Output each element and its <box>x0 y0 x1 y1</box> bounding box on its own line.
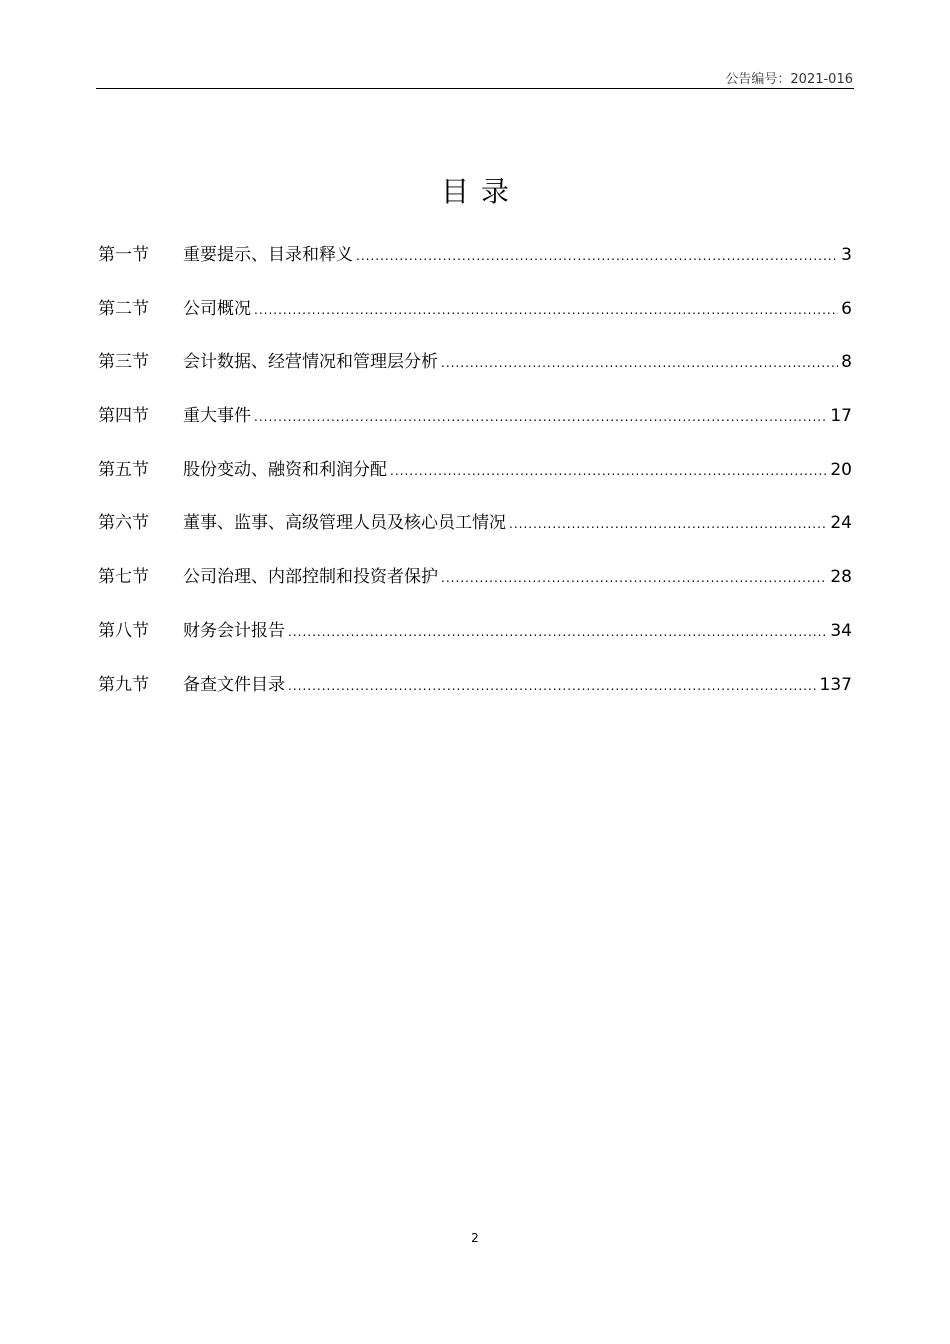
toc-page: 34 <box>830 620 852 641</box>
toc-item[interactable] <box>98 670 852 724</box>
toc-text: 财务会计报告 <box>183 620 285 641</box>
toc-page: 6 <box>841 298 852 319</box>
toc-item[interactable] <box>98 240 852 294</box>
toc-section: 第七节 <box>98 567 149 588</box>
toc-section: 第一节 <box>98 245 149 265</box>
toc-section: 第六节 <box>98 513 149 534</box>
toc-text: 重要提示、目录和释义 <box>183 245 353 265</box>
toc-leader-dots <box>441 571 827 585</box>
toc-item[interactable] <box>98 294 852 348</box>
toc-text: 股份变动、融资和利润分配 <box>183 459 387 480</box>
toc-section: 第五节 <box>98 459 149 480</box>
toc-text: 公司概况 <box>183 298 251 319</box>
toc-text: 重大事件 <box>183 406 251 427</box>
toc-leader-dots <box>254 410 827 424</box>
toc-item[interactable] <box>98 347 852 401</box>
header-announcement-code: 公告编号：2021-016 <box>725 72 853 87</box>
toc-item[interactable] <box>98 455 852 509</box>
header-rule <box>96 88 854 89</box>
toc-page: 24 <box>830 513 852 534</box>
toc-page: 28 <box>830 567 852 588</box>
toc-section: 第三节 <box>98 352 149 373</box>
toc-leader-dots <box>356 249 838 263</box>
toc-section: 第二节 <box>98 298 149 319</box>
toc-section: 第九节 <box>98 674 149 695</box>
toc-item[interactable] <box>98 508 852 562</box>
toc-section: 第四节 <box>98 406 149 427</box>
toc-title: 目录 <box>440 175 521 208</box>
toc-leader-dots <box>288 679 817 693</box>
toc-page: 17 <box>830 406 852 427</box>
page-number: 2 <box>471 1231 479 1245</box>
toc-leader-dots <box>441 356 838 370</box>
toc-leader-dots <box>288 625 827 639</box>
toc-leader-dots <box>390 464 827 478</box>
toc-text: 会计数据、经营情况和管理层分析 <box>183 352 438 373</box>
toc-item[interactable] <box>98 562 852 616</box>
toc-page: 137 <box>819 674 852 695</box>
toc-leader-dots <box>254 303 838 317</box>
toc-section: 第八节 <box>98 620 149 641</box>
toc-list <box>98 240 852 723</box>
toc-page: 20 <box>830 459 852 480</box>
toc-leader-dots <box>509 517 827 531</box>
toc-page: 8 <box>841 352 852 373</box>
toc-page: 3 <box>841 245 852 265</box>
toc-item[interactable] <box>98 401 852 455</box>
toc-text: 公司治理、内部控制和投资者保护 <box>183 567 438 588</box>
toc-item[interactable] <box>98 616 852 670</box>
toc-text: 备查文件目录 <box>183 674 285 695</box>
toc-text: 董事、监事、高级管理人员及核心员工情况 <box>183 513 506 534</box>
